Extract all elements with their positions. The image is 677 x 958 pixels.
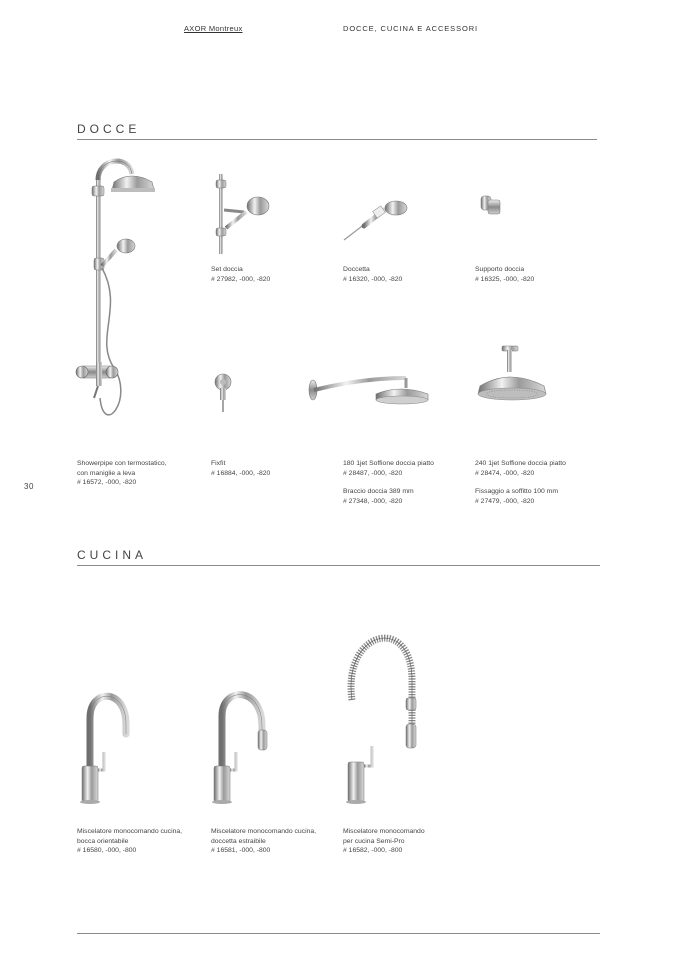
product-caption-soffione-180 bbox=[343, 459, 434, 506]
doccetta-image bbox=[340, 196, 410, 246]
product-code: # 16884, -000, -820 bbox=[211, 469, 271, 477]
fixfit-image bbox=[212, 372, 234, 414]
header-brand[interactable]: AXOR Montreux bbox=[184, 24, 243, 33]
header-section: DOCCE, CUCINA E ACCESSORI bbox=[343, 24, 479, 33]
product-name: Miscelatore monocomando cucina, bbox=[77, 828, 183, 835]
product-caption-supporto-doccia bbox=[475, 265, 534, 284]
section-title-cucina: CUCINA bbox=[77, 548, 148, 562]
product-name: Miscelatore monocomando bbox=[343, 828, 425, 835]
page-number: 30 bbox=[24, 482, 34, 491]
kitchen-mixer-semipro-image bbox=[342, 620, 422, 806]
product-code: # 28474, -000, -820 bbox=[475, 469, 535, 477]
product-caption-soffione-240 bbox=[475, 459, 566, 506]
product-code: # 16320, -000, -820 bbox=[343, 275, 403, 283]
product-name-line2: doccetta estraibile bbox=[211, 837, 266, 845]
section-divider-cucina bbox=[77, 565, 600, 566]
product-code: # 27982, -000, -820 bbox=[211, 275, 271, 283]
product-caption-mixer-swivel bbox=[77, 827, 182, 856]
product-caption-set-doccia bbox=[211, 265, 270, 284]
product-caption-doccetta bbox=[343, 265, 402, 284]
product-sub-name: Braccio doccia 389 mm bbox=[343, 488, 414, 495]
product-code: # 28487, -000, -820 bbox=[343, 469, 403, 477]
kitchen-mixer-pullout-image bbox=[208, 686, 274, 806]
product-code: # 16581, -000, -800 bbox=[211, 847, 271, 854]
soffione-240-image bbox=[472, 346, 552, 408]
product-name-line2: per cucina Semi-Pro bbox=[343, 837, 405, 845]
kitchen-mixer-swivel-image bbox=[76, 688, 136, 806]
product-sub-code: # 27479, -000, -820 bbox=[475, 497, 535, 505]
product-name: Showerpipe con termostatico, bbox=[77, 460, 167, 467]
section-title-docce: DOCCE bbox=[77, 122, 141, 136]
set-doccia-image bbox=[206, 170, 276, 258]
product-sub-code: # 27348, -000, -820 bbox=[343, 497, 403, 505]
product-name: Miscelatore monocomando cucina, bbox=[211, 828, 317, 835]
product-sub-name: Fissaggio a soffitto 100 mm bbox=[475, 488, 558, 495]
product-code: # 16582, -000, -800 bbox=[343, 847, 403, 854]
product-name: 180 1jet Soffione doccia piatto bbox=[343, 460, 434, 467]
soffione-180-image bbox=[306, 368, 430, 408]
product-caption-fixfit bbox=[211, 459, 270, 478]
product-code: # 16572, -000, -820 bbox=[77, 479, 137, 486]
supporto-doccia-image bbox=[478, 190, 508, 220]
product-code: # 16580, -000, -800 bbox=[77, 847, 137, 854]
product-caption-showerpipe bbox=[77, 459, 167, 488]
showerpipe-image bbox=[74, 158, 164, 448]
product-caption-mixer-semipro bbox=[343, 827, 425, 856]
product-name: 240 1jet Soffione doccia piatto bbox=[475, 460, 566, 467]
product-name: Supporto doccia bbox=[475, 266, 525, 273]
product-name-line2: bocca orientabile bbox=[77, 837, 129, 845]
product-name-line2: con maniglie a leva bbox=[77, 469, 136, 477]
product-caption-mixer-pullout bbox=[211, 827, 316, 856]
product-name: Doccetta bbox=[343, 266, 370, 273]
product-name: Set doccia bbox=[211, 266, 243, 273]
product-name: Fixfit bbox=[211, 460, 226, 467]
product-code: # 16325, -000, -820 bbox=[475, 275, 535, 283]
section-divider-docce bbox=[77, 139, 597, 140]
bottom-divider bbox=[77, 933, 600, 934]
